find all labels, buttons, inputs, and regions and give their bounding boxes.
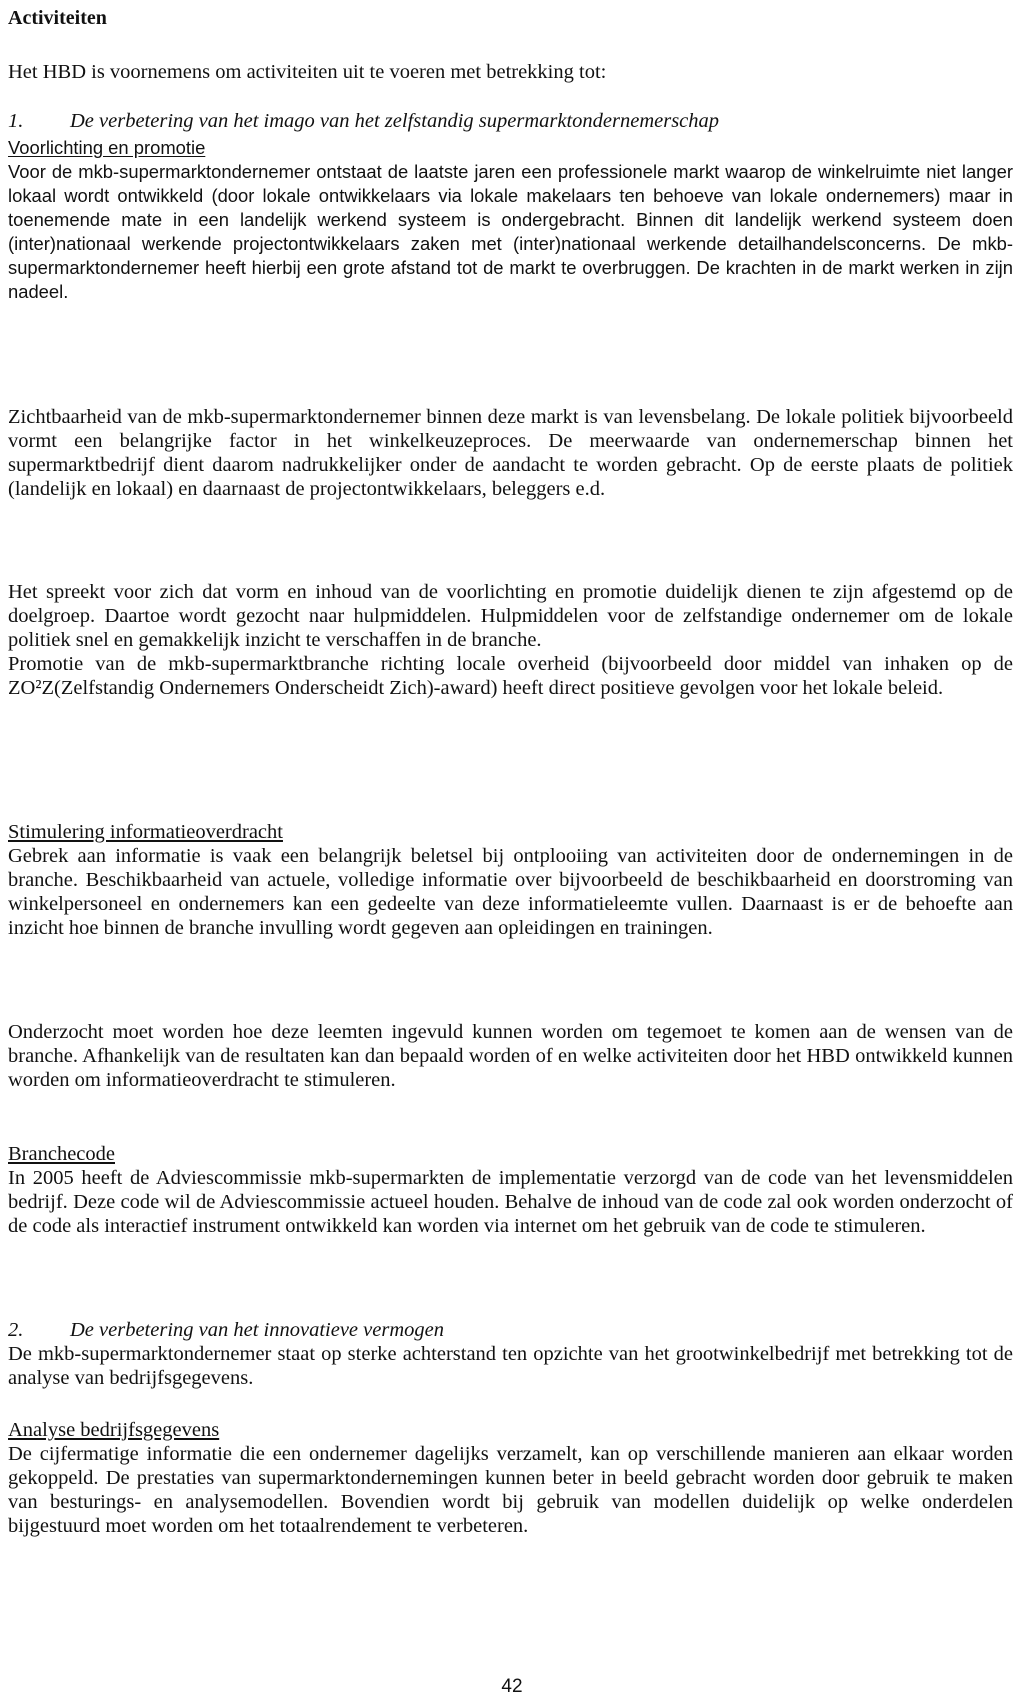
- voorlichting-paragraph-1: [8, 160, 1013, 304]
- page-title: Activiteiten: [8, 7, 107, 29]
- onderzocht-block: [8, 1020, 1013, 1092]
- voorlichting-paragraph-1a: Voor de mkb-supermarktondernemer ontstaat de laatste jaren een professionele markt waarop de winkelruimte niet langer lokaal wordt ontwikkeld (door lokale ontwikkelaars via lokale makelaars ten behoeve van lokale ondernemers) maar in toenemende mate in een landelijk werkend systeem is ondergebracht.: [8, 161, 1013, 230]
- spreekt-paragraph: Het spreekt voor zich dat vorm en inhoud van de voorlichting en promotie duidelijk dienen te zijn afgestemd op de doelgroep. Daartoe wordt gezocht naar hulpmiddelen. Hulpmiddelen voor de zelfstandige ondernemer om de lokale politiek snel en gemakkelijk inzicht te verschaffen in de branche.: [8, 581, 1013, 651]
- spreekt-block: [8, 580, 1013, 700]
- zichtbaarheid-block: [8, 405, 1013, 501]
- subheading-stimulering: Stimulering informatieoverdracht: [8, 821, 283, 843]
- section-1-number: 1.: [8, 110, 24, 132]
- stimulering-paragraph-1: Gebrek aan informatie is vaak een belangrijk beletsel bij ontplooiing van activiteiten door de ondernemingen in de branche. Beschikbaarheid van actuele, volledige informatie over bijvoorbeeld de beschikbaarheid en doorstroming van winkelpersoneel en ondernemers kan een gedeelte van deze informatieleemte vullen. Daarnaast is er de behoefte aan inzicht hoe binnen de branche invulling wordt gegeven aan opleidingen en trainingen.: [8, 845, 1013, 939]
- section-2-paragraph: De mkb-supermarktondernemer staat op sterke achterstand ten opzichte van het grootwinkelbedrijf met betrekking tot de analyse van bedrijfsgegevens.: [8, 1343, 1013, 1389]
- voorlichting-block: [8, 136, 1013, 304]
- stimulering-block: [8, 820, 1013, 940]
- section-2-header: [8, 1318, 1013, 1342]
- intro-block: [8, 60, 1013, 84]
- intro-paragraph: Het HBD is voornemens om activiteiten uit te voeren met betrekking tot:: [8, 61, 607, 83]
- onderzocht-paragraph: Onderzocht moet worden hoe deze leemten ingevuld kunnen worden om tegemoet te komen aan de wensen van de branche. Afhankelijk van de resultaten kan dan bepaald worden of en welke activiteiten door het HBD ontwikkeld kunnen worden om informatieoverdracht te stimuleren.: [8, 1021, 1013, 1091]
- subheading-branchecode: Branchecode: [8, 1143, 115, 1165]
- zichtbaarheid-paragraph: Zichtbaarheid van de mkb-supermarktondernemer binnen deze markt is van levensbelang. De lokale politiek bijvoorbeeld vormt een belangrijke factor in het winkelkeuzeproces. De meerwaarde van ondernemerschap binnen het supermarktbedrijf dient daarom nadrukkelijker onder de aandacht te worden gebracht. Op de eerste plaats de politiek (landelijk en lokaal) en daarnaast de projectontwikkelaars, beleggers e.d.: [8, 406, 1013, 500]
- subheading-voorlichting: Voorlichting en promotie: [8, 137, 206, 158]
- page-number: 42: [501, 1676, 523, 1697]
- section-1-title: De verbetering van het imago van het zelfstandig supermarktondernemerschap: [70, 110, 720, 132]
- section-2-title: De verbetering van het innovatieve vermogen: [70, 1319, 444, 1341]
- voorlichting-paragraph-1b: Binnen dit landelijk werkend systeem doen (inter)nationaal werkende projectontwikkelaars zaken met (inter)nationaal werkende detailhandelsconcerns. De mkb-supermarktondernemer heeft hierbij een grote afstand tot de markt te overbruggen. De krachten in de markt werken in zijn nadeel.: [8, 209, 1013, 302]
- branchecode-block: [8, 1142, 1013, 1238]
- analyse-block: [8, 1418, 1013, 1538]
- analyse-paragraph: De cijfermatige informatie die een ondernemer dagelijks verzamelt, kan op verschillende manieren aan elkaar worden gekoppeld. De prestaties van supermarktondernemingen kunnen beter in beeld gebracht worden door gebruik te maken van besturings- en analysemodellen. Bovendien wordt bij gebruik van modellen duidelijk op welke onderdelen bijgestuurd moet worden om het totaalrendement te verbeteren.: [8, 1443, 1013, 1537]
- subheading-analyse: Analyse bedrijfsgegevens: [8, 1419, 220, 1441]
- promotie-paragraph: Promotie van de mkb-supermarktbranche richting locale overheid (bijvoorbeeld door middel van inhaken op de ZO²Z(Zelfstandig Ondernemers Onderscheidt Zich)-award) heeft direct positieve gevolgen voor het lokale beleid.: [8, 653, 1013, 699]
- branchecode-paragraph: In 2005 heeft de Adviescommissie mkb-supermarkten de implementatie verzorgd van de code van het levensmiddelen bedrijf. Deze code wil de Adviescommissie actueel houden. Behalve de inhoud van de code zal ook worden onderzocht of de code als interactief instrument ontwikkeld kan worden via internet om het gebruik van de code te stimuleren.: [8, 1167, 1013, 1237]
- section-2-number: 2.: [8, 1319, 24, 1341]
- section-2-block: [8, 1318, 1013, 1390]
- section-1-header: [8, 109, 1013, 133]
